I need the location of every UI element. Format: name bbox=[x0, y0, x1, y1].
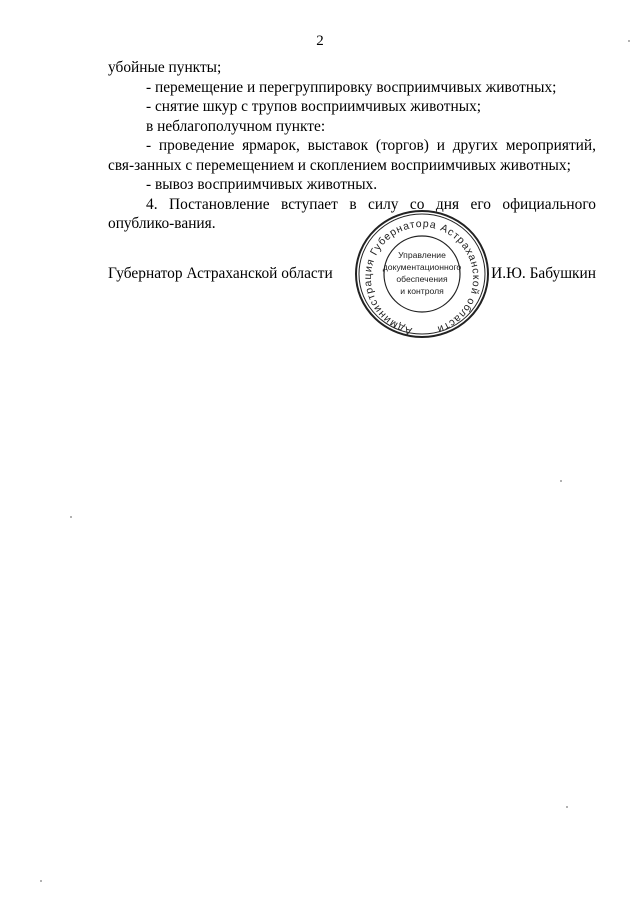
paragraph: в неблагополучном пункте: bbox=[146, 117, 326, 135]
stamp-center-line: и контроля bbox=[400, 286, 444, 296]
stamp-seal-icon bbox=[352, 208, 492, 340]
signature-name: И.Ю. Бабушкин bbox=[491, 265, 596, 282]
signature-title: Губернатор Астраханской области bbox=[108, 265, 333, 282]
paragraph: - перемещение и перегруппировку восприимчивых животных; bbox=[146, 78, 557, 96]
scan-speck bbox=[40, 880, 42, 882]
stamp-center-line: документационного bbox=[382, 262, 462, 272]
paragraph: убойные пункты; bbox=[108, 59, 222, 76]
paragraph: - вывоз восприимчивых животных. bbox=[146, 176, 378, 193]
scan-speck bbox=[560, 480, 562, 482]
paragraph: - снятие шкур с трупов восприимчивых животных; bbox=[146, 98, 482, 115]
scan-speck bbox=[628, 40, 630, 42]
paragraph: 4. Постановление вступает в силу со дня его официального опублико-вания. bbox=[108, 195, 596, 232]
stamp-center-line: Управление bbox=[398, 250, 446, 260]
official-stamp bbox=[352, 208, 492, 340]
stamp-ring-text: Администрация Губернатора Астраханской области bbox=[361, 217, 483, 337]
page-number: 2 bbox=[316, 33, 324, 49]
scan-speck bbox=[70, 516, 72, 518]
stamp-center-line: обеспечения bbox=[396, 274, 448, 284]
scan-speck bbox=[566, 806, 568, 808]
paragraph: - проведение ярмарок, выставок (торгов) и других мероприятий, свя-занных с перемещением и скоплением восприимчивых животных; bbox=[108, 137, 596, 174]
